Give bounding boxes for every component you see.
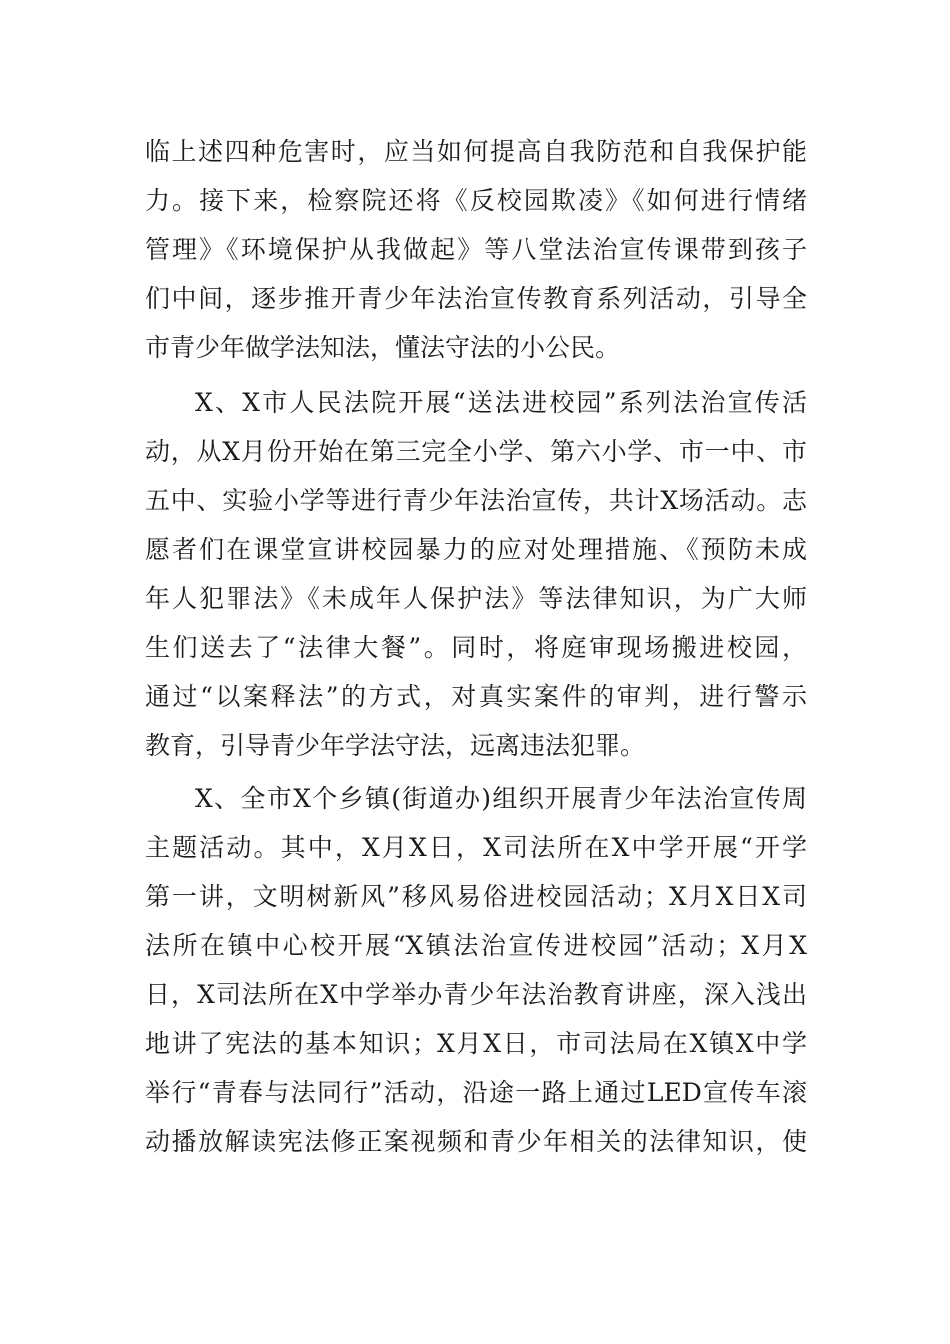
paragraph-2-line-5: 年人犯罪法》《未成年人保护法》等法律知识，为广大师 — [145, 584, 807, 613]
paragraph-2-line-7: 通过“以案释法”的方式，对真实案件的审判，进行警示 — [145, 682, 807, 711]
paragraph-2-line-8: 教育，引导青少年学法守法，远离违法犯罪。 — [145, 731, 646, 760]
paragraph-2-line-6: 生们送去了“法律大餐”。同时，将庭审现场搬进校园， — [145, 633, 807, 662]
paragraph-3-line-8: 动播放解读宪法修正案视频和青少年相关的法律知识，使 — [145, 1127, 807, 1156]
paragraph-3-line-6: 地讲了宪法的基本知识；X月X日，市司法局在X镇X中学 — [145, 1029, 807, 1058]
paragraph-3-line-5: 日，X司法所在X中学举办青少年法治教育讲座，深入浅出 — [145, 980, 807, 1009]
paragraph-1-line-2: 力。接下来，检察院还将《反校园欺凌》《如何进行情绪 — [145, 186, 807, 215]
paragraph-3-line-4: 法所在镇中心校开展“X镇法治宣传进校园”活动；X月X — [145, 931, 807, 960]
paragraph-1-line-5: 市青少年做学法知法，懂法守法的小公民。 — [145, 333, 621, 362]
paragraph-2-line-2: 动，从X月份开始在第三完全小学、第六小学、市一中、市 — [145, 437, 807, 466]
paragraph-2-line-1: X、X市人民法院开展“送法进校园”系列法治宣传活 — [195, 388, 807, 417]
paragraph-2-line-4: 愿者们在课堂宣讲校园暴力的应对处理措施、《预防未成 — [145, 535, 807, 564]
paragraph-3-line-1: X、全市X个乡镇(街道办)组织开展青少年法治宣传周 — [195, 784, 807, 813]
paragraph-3-line-3: 第一讲，文明树新风”移风易俗进校园活动；X月X日X司 — [145, 882, 807, 911]
paragraph-1-line-4: 们中间，逐步推开青少年法治宣传教育系列活动，引导全 — [145, 284, 807, 313]
paragraph-3-line-2: 主题活动。其中，X月X日，X司法所在X中学开展“开学 — [145, 833, 807, 862]
paragraph-3-line-7: 举行“青春与法同行”活动，沿途一路上通过LED宣传车滚 — [145, 1078, 807, 1107]
paragraph-2-line-3: 五中、实验小学等进行青少年法治宣传，共计X场活动。志 — [145, 486, 807, 515]
paragraph-1-line-1: 临上述四种危害时，应当如何提高自我防范和自我保护能 — [145, 137, 807, 166]
paragraph-1-line-3: 管理》《环境保护从我做起》等八堂法治宣传课带到孩子 — [145, 235, 807, 264]
